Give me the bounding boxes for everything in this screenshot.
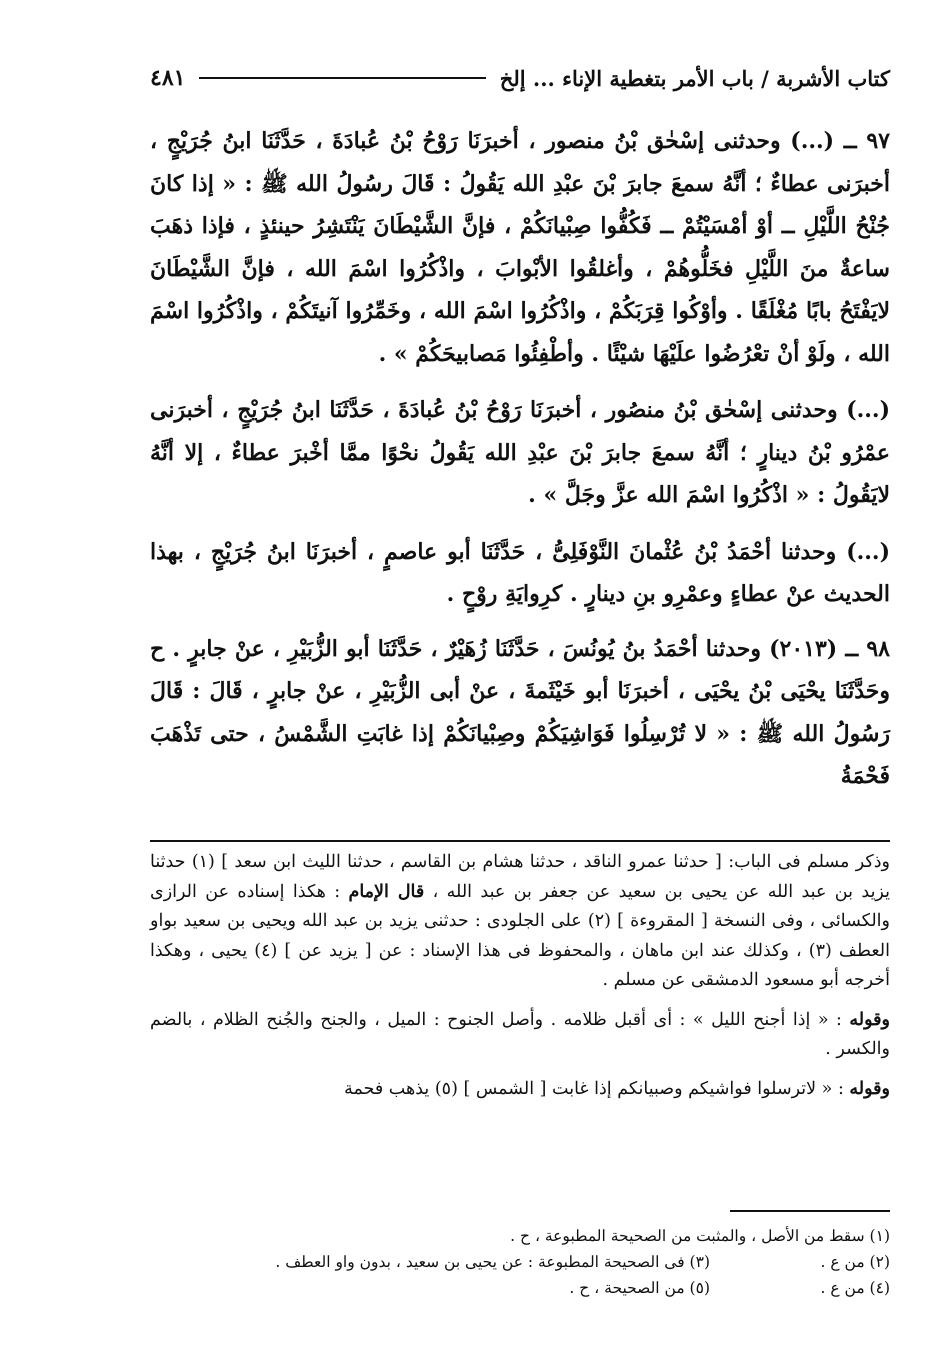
footnote-4: (٤) من ع .: [820, 1279, 890, 1297]
hadith-text: [150, 120, 890, 812]
hadith-97: ٩٧ ــ (...) وحدثنى إسْحٰق بْنُ منصور ، أخبرَنَا رَوْحُ بْنُ عُبادَةَ ، حَدَّثَنَا ابنُ جُرَيْجٍ ، أخبرَنى عطاءٌ ؛ أنَّهُ سمعَ جابرَ بْنَ عبْدِ الله يَقُولُ : قَالَ رسُولُ الله ﷺ : « إذا كانَ جُنْحُ اللَّيْلِ ــ أوْ أمْسَيْتُمْ ــ فَكُفُّوا صِبْيانَكُمْ ، فإنَّ الشَّيْطَانَ يَنْتَشِرُ حينئذٍ ، فإذا ذهَبَ ساعةٌ منَ اللَّيْلِ فخَلُّوهُمْ ، وأغلقُوا الأبْوابَ ، واذْكُرُوا اسْمَ الله ، فإنَّ الشَّيْطَانَ لايَفْتَحُ بابًا مُغْلَقًا . وأوْكُوا قِرَبَكُمْ ، واذْكُرُوا اسْمَ الله ، وخَمِّرُوا آنيتَكُمْ ، واذْكُرُوا اسْمَ الله ، ولَوْ أنْ تعْرُضُوا علَيْهَا شيْئًا . وأطْفِئُوا مَصابيحَكُمْ » .: [150, 128, 890, 367]
footnote-5: (٥) من الصحيحة ، ح .: [569, 1279, 710, 1297]
footnotes: [150, 1223, 890, 1301]
text-commentary-divider: [150, 840, 890, 842]
page-number: ٤٨١: [150, 65, 186, 91]
commentary-keyword: وقوله: [849, 1078, 890, 1099]
footnote-rule: [730, 1210, 890, 1212]
hadith-97-chain-2: (...) وحدثنى إسْحٰق بْنُ منصُور ، أخبرَنَا رَوْحُ بْنُ عُبادَةَ ، حَدَّثَنَا ابنُ جُرَيْجٍ ، أخبرَنى عمْرُو بْنُ دينارٍ ؛ أنَّهُ سمعَ جابرَ بْنَ عبْدِ الله يَقُولُ نحْوًا ممَّا أخْبرَ عطاءٌ ، إلا أنَّهُ لايَقُولُ : « اذْكُرُوا اسْمَ الله عزَّ وجَلَّ » .: [150, 397, 890, 508]
commentary-keyword: قال الإمام: [348, 881, 425, 902]
footnote-line: [150, 1223, 890, 1249]
commentary-text: وذكر مسلم فى الباب: [ حدثنا عمرو الناقد ، حدثنا هشام بن القاسم ، حدثنا الليث ابن سعد ] (١) حدثنا يزيد بن عبد الله عن يحيى بن سعيد عن جعفر بن عبد الله ،: [150, 852, 890, 902]
hadith-98: ٩٨ ــ (٢٠١٣) وحدثنا أحْمَدُ بنُ يُونُسَ ، حَدَّثَنَا زُهَيْرٌ ، حَدَّثَنَا أبو الزُّبَيْرِ ، عنْ جابرٍ . ح وحَدَّثَنَا يحْيَى بْنُ يحْيَى ، أخبرَنَا أبو خَيْثَمةَ ، عنْ أبى الزُّبَيْرِ ، عنْ جابرٍ ، قَالَ : قَالَ رَسُولُ الله ﷺ : « لا تُرْسِلُوا فَوَاشِيَكُمْ وصِبْيانَكُمْ إذا غابَتِ الشَّمْسُ ، حتى تَذْهَبَ فَحْمَةُ: [150, 635, 891, 789]
commentary-paragraph: [150, 848, 890, 996]
commentary: [150, 848, 890, 1114]
commentary-paragraph: [150, 1006, 890, 1065]
commentary-paragraph: [150, 1075, 890, 1105]
footnote-1: (١) سقط من الأصل ، والمثبت من الصحيحة المطبوعة ، ح .: [510, 1227, 890, 1245]
running-header: [150, 58, 890, 98]
commentary-keyword: وقوله: [849, 1009, 890, 1030]
footnote-line: [150, 1275, 890, 1301]
commentary-text: : « إذا أجنح الليل » : أى أقبل ظلامه . وأصل الجنوح : الميل ، والجنح والجُنح الظلام ، بالضم والكسر .: [150, 1009, 890, 1059]
footnote-3: (٣) فى الصحيحة المطبوعة : عن يحيى بن سعيد ، بدون واو العطف .: [275, 1253, 710, 1271]
commentary-text: : « لاترسلوا فواشيكم وصبيانكم إذا غابت [ الشمس ] (٥) يذهب فحمة: [344, 1078, 844, 1099]
header-rule: [199, 77, 485, 79]
footnote-line: [150, 1249, 890, 1275]
commentary-text: : هكذا إسناده عن الرازى والكسائى ، وفى النسخة [ المقروءة ] (٢) على الجلودى : حدثنى يزيد بن عبد الله ويحيى بن سعيد بواو العطف (٣) ، وكذلك عند ابن ماهان ، والمحفوظ فى هذا الإسناد : عن [ يزيد عن ] (٤) يحيى ، وهكذا أخرجه أبو مسعود الدمشقى عن مسلم .: [150, 881, 890, 990]
header-title: كتاب الأشربة / باب الأمر بتغطية الإناء ... إلخ: [499, 65, 890, 91]
hadith-97-chain-3: (...) وحدثنا أحْمَدُ بْنُ عُثْمانَ النَّوْفَلِىُّ ، حَدَّثَنَا أبو عاصمٍ ، أخبرَنَا ابنُ جُرَيْجٍ ، بهذا الحديث عنْ عطاءٍ وعمْرِو بنِ دينارٍ . كرِوايَةِ روْحٍ .: [150, 538, 890, 607]
footnote-2: (٢) من ع .: [820, 1253, 890, 1271]
